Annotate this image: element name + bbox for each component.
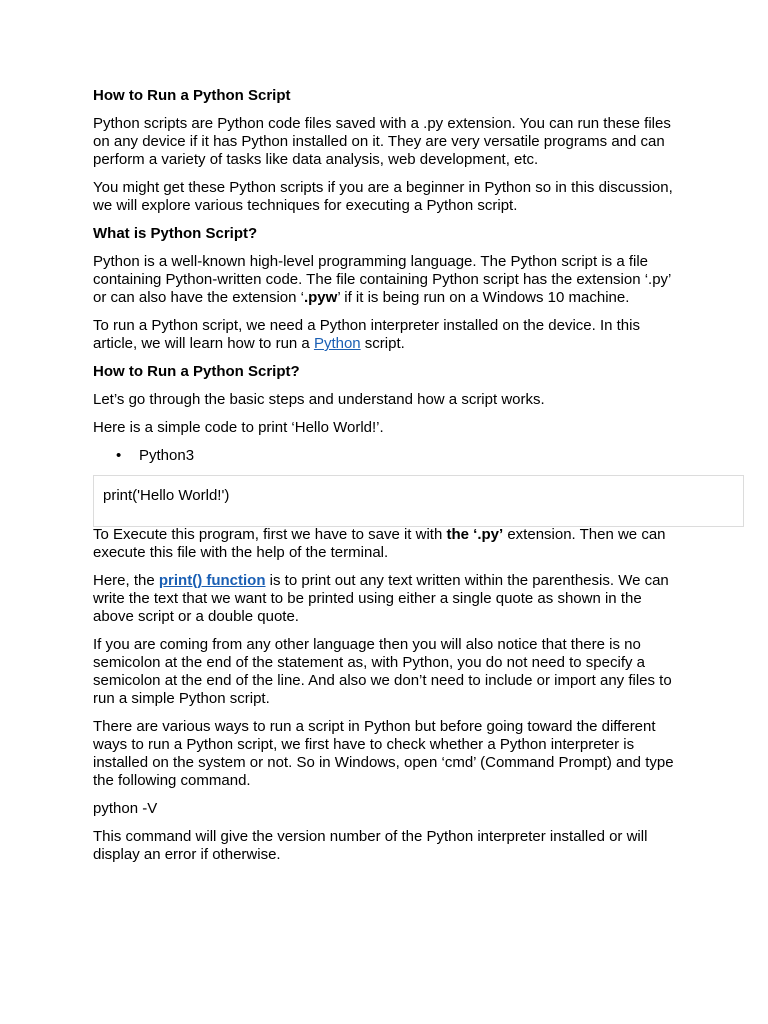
section1-p1-text-b: ’ if it is being run on a Windows 10 machine. (337, 289, 630, 306)
execute-text-a: To Execute this program, first we have to save it with (93, 526, 447, 543)
command-text: python -V (93, 800, 158, 817)
section1-paragraph-1 (93, 253, 683, 307)
code-block-wrapper (93, 475, 683, 527)
language-tab-list (93, 447, 683, 465)
execute-text-b: extension. Then we can execute this file with the help of the terminal. (93, 526, 666, 561)
version-paragraph: This command will give the version number of the Python interpreter installed or will display an error if otherwise. (93, 828, 648, 863)
ways-to-run-paragraph: There are various ways to run a script in Python but before going toward the different ways to run a Python script, we first have to check whether a Python interpreter is installed on the system or not. So in Windows, open ‘cmd’ (Command Prompt) and type the following command. (93, 718, 674, 789)
section1-p1-text-a: Python is a well-known high-level programming language. The Python script is a file containing Python-written code. The file containing Python script has the extension ‘.py’ or can also have the extension ‘ (93, 253, 671, 306)
section1-p2-text-b: script. (360, 335, 405, 352)
print-function-link[interactable]: print() function (158, 572, 266, 589)
section2-paragraph-1: Let’s go through the basic steps and understand how a script works. (93, 391, 545, 408)
language-tab-label: Python3 (139, 447, 195, 464)
section1-p2-text-a: To run a Python script, we need a Python interpreter installed on the device. In this article, we will learn how to run a (93, 317, 640, 352)
print-text-b: is to print out any text written within the parenthesis. We can write the text that we want to be printed using either a single quote as shown in the above script or a double quote. (93, 572, 669, 625)
semicolon-paragraph: If you are coming from any other language then you will also notice that there is no semicolon at the end of the statement as, with Python, you do not need to specify a semicolon at the end of the line. And also we don’t need to include or import any files to run a simple Python script. (93, 636, 672, 707)
python-link[interactable]: Python (313, 335, 361, 352)
article-title: How to Run a Python Script (93, 87, 291, 104)
article-body (93, 87, 683, 874)
section-heading-how-to-run: How to Run a Python Script? (93, 363, 300, 380)
print-function-paragraph (93, 572, 683, 626)
section1-paragraph-2 (93, 317, 683, 353)
code-line: print('Hello World!') (103, 487, 230, 504)
language-tab-python3[interactable] (116, 447, 683, 465)
section2-paragraph-2: Here is a simple code to print ‘Hello World!’. (93, 419, 384, 436)
execute-paragraph (93, 526, 683, 562)
print-text-a: Here, the (93, 572, 159, 589)
pyw-extension-bold: .pyw (303, 289, 338, 306)
py-extension-bold: the ‘.py’ (446, 526, 504, 543)
intro-paragraph-1: Python scripts are Python code files saved with a .py extension. You can run these files on any device if it has Python installed on it. They are very versatile programs and can perform a variety of tasks like data analysis, web development, etc. (93, 115, 671, 168)
section-heading-what-is-python-script: What is Python Script? (93, 225, 258, 242)
bullet-icon: • (116, 447, 122, 464)
intro-paragraph-2: You might get these Python scripts if you are a beginner in Python so in this discussion, we will explore various techniques for executing a Python script. (93, 179, 673, 214)
code-block[interactable] (93, 475, 744, 527)
